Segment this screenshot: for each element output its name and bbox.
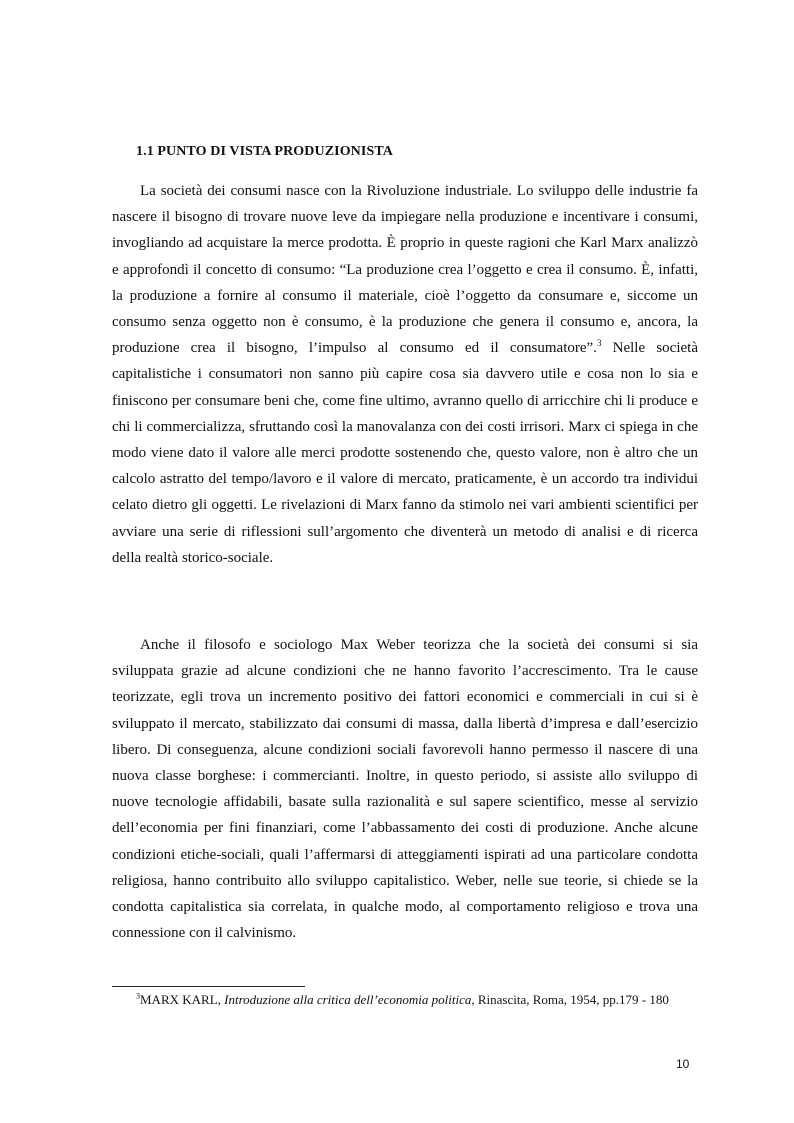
paragraph-1 — [112, 178, 698, 571]
section-heading: 1.1 PUNTO DI VISTA PRODUZIONISTA — [136, 144, 393, 159]
paragraph-1-part-2: Nelle società capitalistiche i consumatori non sanno più capire cosa sia davvero utile e cosa non lo sia e finiscono per consumare beni che, come fine ultimo, avranno quello di arricchire chi li produce e chi li commercializza, sfruttando così la manovalanza con dei costi irrisori. Marx ci spiega in che modo viene dato il valore alle merci prodotte sostenendo che, questo valore, non è altro che un calcolo astratto del tempo/lavoro e il valore di mercato, praticamente, è un accordo tra individui celato dietro gli oggetti. Le rivelazioni di Marx fanno da stimolo nei vari ambienti scientifici per avviare una serie di riflessioni sull’argomento che diventerà un metodo di analisi e di ricerca della realtà storico-sociale. — [112, 340, 698, 566]
paragraph-2 — [112, 632, 698, 946]
paragraph-1-part-1: La società dei consumi nasce con la Rivoluzione industriale. Lo sviluppo delle industrie fa nascere il bisogno di trovare nuove leve da impiegare nella produzione e incentivare i consumi, invogliando ad acquistare la merce prodotta. È proprio in queste ragioni che Karl Marx analizzò e approfondì il concetto di consumo: “La produzione crea l’oggetto e crea il consumo. È, infatti, la produzione a fornire al consumo il materiale, cioè l’oggetto da consumare e, siccome un consumo senza oggetto non è consumo, è la produzione che genera il consumo e, ancora, la produzione crea il bisogno, l’impulso al consumo ed il consumatore”. — [112, 183, 698, 357]
page-number: 10 — [676, 1057, 690, 1071]
footnote-divider — [112, 986, 305, 987]
footnote-details: , Rinascita, Roma, 1954, pp.179 - 180 — [471, 992, 669, 1007]
footnote-reference: 3 — [596, 338, 602, 349]
footnote-author: MARX KARL, — [140, 992, 225, 1007]
paragraph-2-text: Anche il filosofo e sociologo Max Weber teorizza che la società dei consumi si sia sviluppata grazie ad alcune condizioni che ne hanno favorito l’accrescimento. Tra le cause teorizzate, egli trova un incremento positivo dei fattori economici e commerciali in cui si è sviluppato il mercato, stabilizzato dai consumi di massa, dalla libertà d’impresa e dall’esercizio libero. Di conseguenza, alcune condizioni sociali favorevoli hanno permesso il nascere di una nuova classe borghese: i commercianti. Inoltre, in questo periodo, si assiste allo sviluppo di nuove tecnologie affidabili, basate sulla razionalità e sul sapere scientifico, messe al servizio dell’economia per fini finanziari, come l’abbassamento dei costi di produzione. Anche alcune condizioni etiche-sociali, quali l’affermarsi di atteggiamenti ispirati ad una particolare condotta religiosa, hanno contribuito allo sviluppo capitalistico. Weber, nelle sue teorie, si chiede se la condotta capitalistica sia correlata, in qualche modo, al comportamento religioso e trova una connessione con il calvinismo. — [112, 637, 698, 942]
paragraph-1-text — [112, 178, 698, 571]
footnote — [136, 992, 716, 1008]
footnote-title: Introduzione alla critica dell’economia politica — [224, 992, 472, 1007]
footnote-number: 3 — [136, 991, 140, 1001]
